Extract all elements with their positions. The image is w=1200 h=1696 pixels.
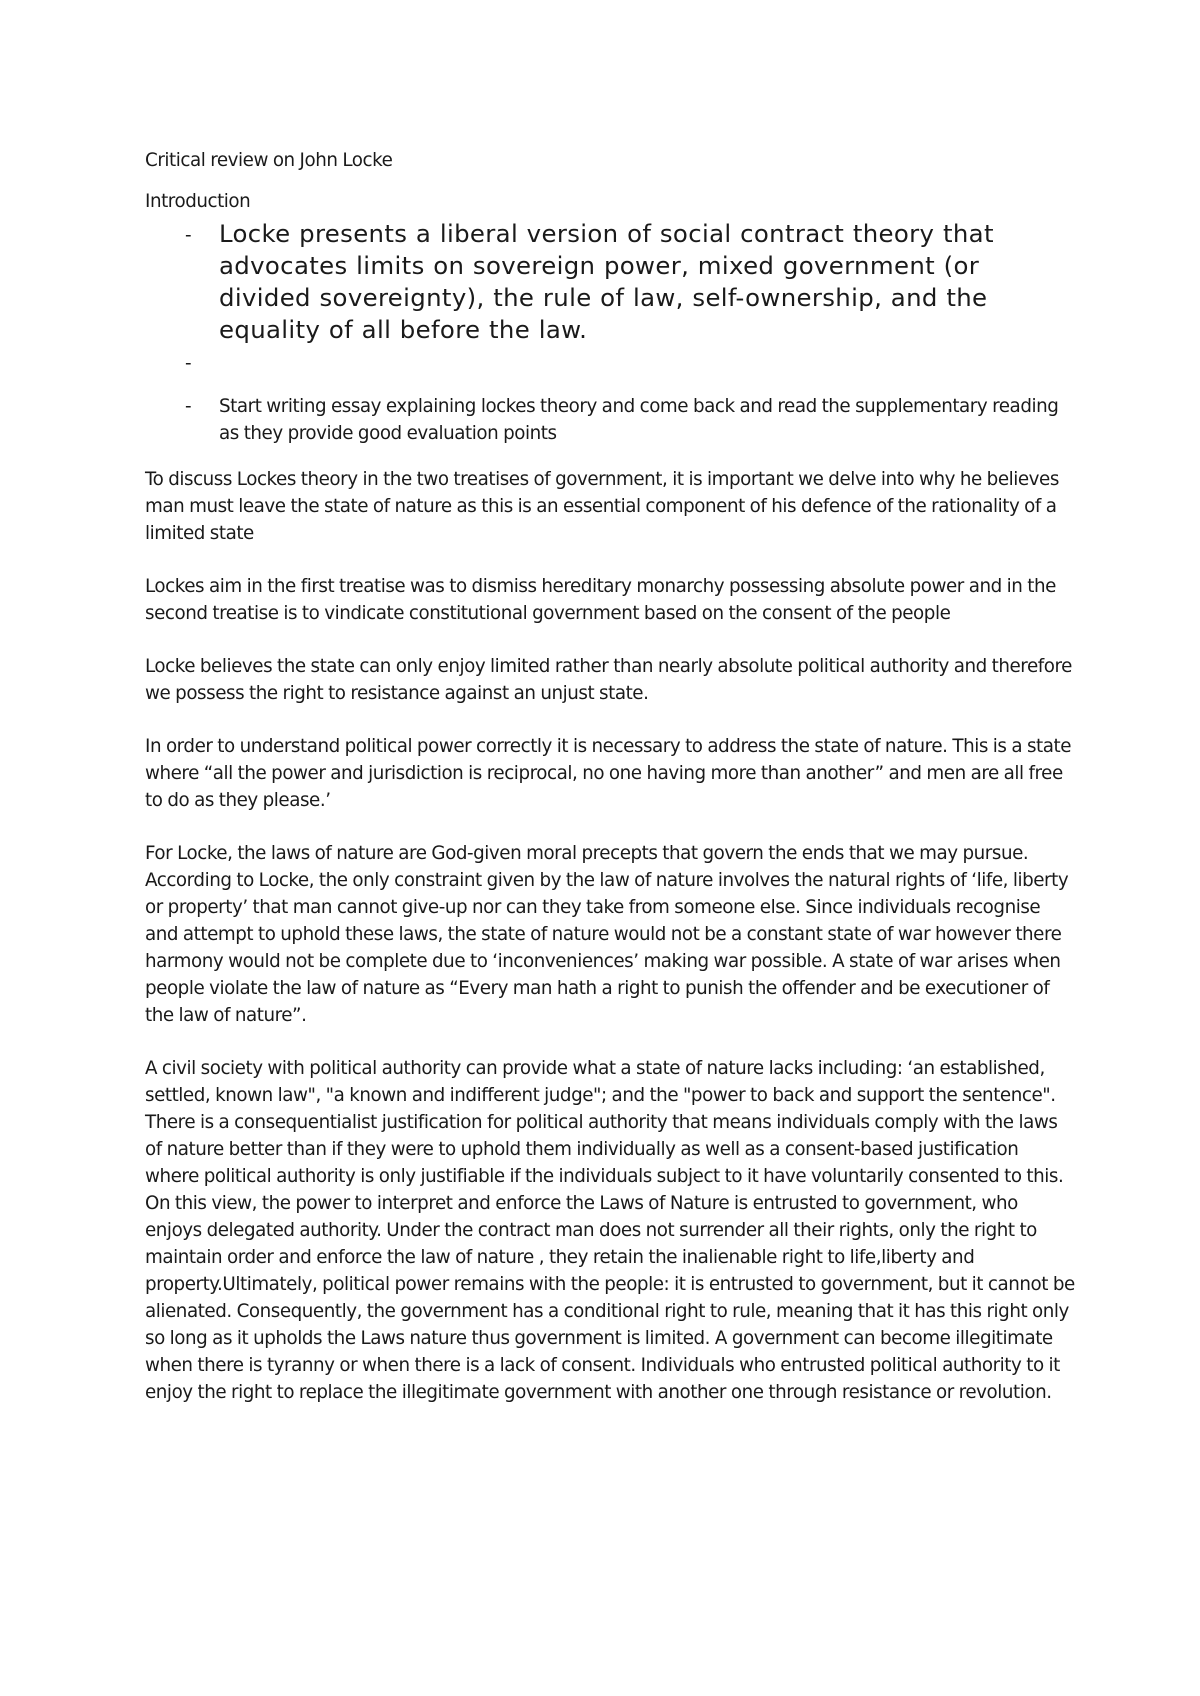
document-body bbox=[145, 147, 1075, 1432]
paragraph: In order to understand political power correctly it is necessary to address the state of nature. This is a state where “all the power and jurisdiction is reciprocal, no one having more than another” and men are all free to do as they please.’ bbox=[145, 736, 1072, 811]
list-item bbox=[145, 350, 1075, 377]
paragraph: To discuss Lockes theory in the two treatises of government, it is important we delve into why he believes man must leave the state of nature as this is an essential component of his defence of the rationality of a limited state bbox=[145, 469, 1059, 544]
paragraph: For Locke, the laws of nature are God-given moral precepts that govern the ends that we may pursue. According to Locke, the only constraint given by the law of nature involves the natural rights of ‘life, liberty or property’ that man cannot give-up nor can they take from someone else. Since individuals recognise and attempt to uphold these laws, the state of nature would not be a constant state of war however there harmony would not be complete due to ‘inconveniences’ making war possible. A state of war arises when people violate the law of nature as “Every man hath a right to punish the offender and be executioner of the law of nature”. bbox=[145, 843, 1069, 1026]
list-item-text: Locke presents a liberal version of social contract theory that advocates limits on sovereign power, mixed government (or divided sovereignty), the rule of law, self-ownership, and the equality of all before the law. bbox=[219, 219, 994, 344]
dash-marker: - bbox=[185, 396, 192, 417]
list-item bbox=[145, 218, 1075, 346]
paragraph: A civil society with political authority can provide what a state of nature lacks including: ‘an established, settled, known law", "a known and indifferent judge"; and the "power to back and support the sentence". There is a consequentialist justification for political authority that means individuals comply with the laws of nature better than if they were to uphold them individually as well as a consent-based justification where political authority is only justifiable if the individuals subject to it have voluntarily consented to this. On this view, the power to interpret and enforce the Laws of Nature is entrusted to government, who enjoys delegated authority. Under the contract man does not surrender all their rights, only the right to maintain order and enforce the law of nature , they retain the inalienable right to life,liberty and property.Ultimately, political power remains with the people: it is entrusted to government, but it cannot be alienated. Consequently, the government has a conditional right to rule, meaning that it has this right only so long as it upholds the Laws nature thus government is limited. A government can become illegitimate when there is tyranny or when there is a lack of consent. Individuals who entrusted political authority to it enjoy the right to replace the illegitimate government with another one through resistance or revolution. bbox=[145, 1058, 1075, 1403]
introduction-bullet-list bbox=[145, 218, 1075, 447]
section-heading: Introduction bbox=[145, 191, 251, 212]
dash-marker: - bbox=[185, 353, 192, 374]
list-item-text: Start writing essay explaining lockes theory and come back and read the supplementary reading as they provide good evaluation points bbox=[219, 396, 1059, 444]
dash-marker: - bbox=[185, 225, 192, 246]
list-item bbox=[145, 393, 1075, 447]
paragraph: Lockes aim in the first treatise was to dismiss hereditary monarchy possessing absolute power and in the second treatise is to vindicate constitutional government based on the consent of the people bbox=[145, 576, 1056, 624]
paragraph: Locke believes the state can only enjoy limited rather than nearly absolute political authority and therefore we possess the right to resistance against an unjust state. bbox=[145, 656, 1072, 704]
document-title: Critical review on John Locke bbox=[145, 150, 393, 171]
